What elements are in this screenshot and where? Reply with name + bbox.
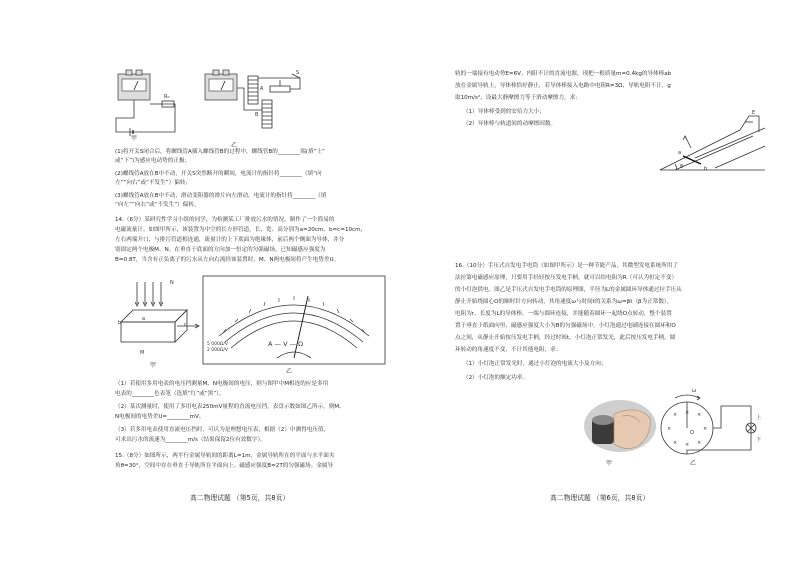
fig14-c-label: c: [184, 322, 187, 328]
q15-cont-line: （2）导体棒与轨道间的动摩擦因数。: [463, 121, 557, 127]
fig16-label-yi: 乙: [690, 460, 697, 467]
fig16-label-jia: 甲: [606, 460, 613, 467]
fig-top-s-label: S: [296, 70, 300, 76]
fig-top-r0-label: R₀: [164, 94, 170, 100]
inclined-rails-figure: [655, 108, 765, 178]
q16-line: 电阻为r、长度为L的导体棒，一端与圆环连接，并能随着圆环一起绕O点转动，整个装置: [455, 311, 672, 317]
q15-cont-line: 轨的一端接有电动势E=6V、内阻不计的直流电源。现把一根质量m=0.4kg的导体棒ab: [455, 71, 672, 77]
q14-sub-line: 可求出污水的流速为________m/s（结果保留2位有效数字）。: [115, 437, 266, 443]
meter-spec-1: 5 000Ω/V: [207, 342, 228, 347]
fig-top-label-jia: 甲: [131, 135, 138, 142]
hand-flashlight-figure: [578, 396, 658, 456]
q15-line: 角θ=30°，空间中存在垂直于导轨所在平面向上、磁感应强度B=2T的匀强磁场。金属导: [115, 463, 334, 469]
svg-text:×: ×: [673, 412, 678, 418]
q13-line: (3)螺线管A放在B中不动，滑动变阻器的滑片向左滑动，电流计的指针将________（填: [115, 193, 327, 199]
svg-text:×: ×: [667, 426, 672, 432]
q16-line: 置于垂直于纸面向里、磁感应强度大小为B的匀强磁场中。小灯泡通过电刷连接在圆环和O: [455, 323, 676, 329]
fig14-a-label: a: [142, 316, 146, 322]
fig14-n-label: N: [170, 280, 174, 286]
meter-spec-2: 2 000Ω/V: [207, 348, 228, 353]
q14-sub-line: （1）若使用多用电表的电压挡测量M、N电极间的电压，则与图甲中M相连的应是多用: [115, 381, 329, 387]
left-page-footer: 高二物理试题 （第5页，共8页）: [190, 494, 290, 502]
q13-line: 或“下”)为感应电动势的正极；: [115, 158, 191, 164]
fig15-e-label: E: [752, 110, 756, 116]
q16-sub-line: （2）小灯泡的额定功率。: [463, 375, 529, 381]
fig16-omega-label: ω: [692, 388, 697, 394]
q15-cont-line: （1）导体棒受到的安培力大小；: [463, 109, 545, 115]
q13-line: “向左”“向右”或“不发生”）偏转。: [115, 202, 200, 208]
fig16-down-label: 下: [756, 437, 762, 443]
galvanometer-circuit-figure: [0, 0, 400, 150]
q13-line: (1)将开关S闭合后，将螺线管A插入螺线管B的过程中，螺线管B的________端(填“上”: [115, 149, 325, 155]
right-page: [400, 0, 800, 565]
meter-mode-label: A — V — Ω: [268, 340, 304, 348]
q14-line: 14.（6分）某研究性学习小组的同学，为检测某工厂排放污水的情况，制作了一个简易的: [115, 217, 335, 223]
fig15-a-label: a: [678, 150, 682, 156]
rotating-ring-circuit-figure: [655, 392, 765, 456]
q14-line: 左右两端开口，与排污管道相连通，流量计的上下底面为绝缘体，前后两个侧面为导体，并分: [115, 237, 345, 243]
fig16-o-label: O: [690, 430, 694, 436]
svg-text:×: ×: [685, 442, 690, 448]
svg-text:×: ×: [703, 426, 708, 432]
q15-cont-line: 放在金属导轨上，导体棒恰好静止，若导体棒接入电路中电阻R=3Ω，导轨电阻不计，g: [455, 83, 671, 89]
fig14-label-yi: 乙: [286, 368, 293, 375]
q14-sub-line: N电极间的电势差U=________mV。: [115, 414, 205, 420]
fig14-m-label: M: [140, 350, 145, 356]
fig-top-label-yi: 乙: [231, 142, 238, 149]
svg-text:×: ×: [697, 440, 702, 446]
q14-sub-line: （2）某次测量时，使用了多用电表250mV量程的直流电压挡，表盘示数如图乙所示，则M、: [115, 404, 345, 410]
q16-line: 环转动的角速度不变，不计其他电阻，求：: [455, 347, 562, 353]
flow-meter-box-figure: [115, 278, 205, 358]
q16-sub-line: （1）小灯泡正常发光时，通过小灯泡的电流大小及方向；: [463, 361, 607, 367]
q14-sub-line: 电表的________色表笔（选填“红”或“黑”）。: [115, 391, 225, 397]
q14-line: B=0.8T，当含有正负离子的污水从左向右流经该装置时，M、N两电极间将产生电势差U。: [115, 257, 340, 263]
q16-line: 静止开始绕圆心O的顺时针方向转动，其角速度ω与时间t的关系为ω=βt（β为正常数）。: [455, 299, 673, 305]
q13-line: (2)螺线管A放在B中不动，开关S突然断开的瞬间，电流计的指针将________（填“向: [115, 171, 322, 177]
fig15-theta-label: θ: [680, 164, 684, 170]
fig-top-b-label: B: [255, 112, 259, 118]
q16-line: 法拉第电磁感应原理，只要用手轻轻按压发电手柄，就可以给电阻为R（可认为恒定不变）: [455, 275, 678, 281]
fig16-up-label: 上: [756, 415, 762, 421]
multimeter-dial-figure: [203, 276, 385, 364]
svg-text:×: ×: [685, 410, 690, 416]
q15-cont-line: 取10m/s²，设最大静摩擦力等于滑动摩擦力，求：: [455, 95, 581, 101]
fig14-b-label: b: [118, 320, 122, 326]
svg-text:×: ×: [673, 440, 678, 446]
q14-sub-line: （3）若多用电表使用直流电压挡时，可认为是理想电压表，根据（2）中测得电压值，: [115, 427, 330, 433]
q16-line: 的小灯泡供电。图乙是手压式自发电手电筒的原理图，半径为L的金属圆环导体通过拉手压从: [455, 287, 682, 293]
q15-line: 15.（8分）如图所示，两平行金属导轨间的距离L=1m，金属导轨所在的平面与水平面夹: [115, 453, 335, 459]
q14-line: 别固定两个电极M、N。在垂直于底面的方向加一恒定的匀强磁场，已知磁感应强度为: [115, 247, 326, 253]
right-page-footer: 高二物理试题 （第6页，共8页）: [550, 494, 650, 502]
q16-line: 点之间，从静止开始按压发电手柄，经过时间t，小灯泡正常发光，此后按压发电手柄，圆: [455, 335, 676, 341]
q13-line: 左”“向右”或“不发生”）偏转；: [115, 180, 192, 186]
fig15-b-label: b: [704, 166, 708, 172]
fig-top-a-label: A: [260, 86, 264, 92]
svg-text:×: ×: [697, 412, 702, 418]
q14-line: 电磁流量计。如图甲所示，该装置为中空的长方形管道，长、宽、高分别为a=20cm、b=c=10cm，: [115, 227, 367, 233]
fig14-label-jia: 甲: [150, 362, 157, 369]
q16-line: 16.（10分）手压式自发电手电筒（如图甲所示）是一种节能产品，其微型发电系统所用了: [455, 263, 678, 269]
